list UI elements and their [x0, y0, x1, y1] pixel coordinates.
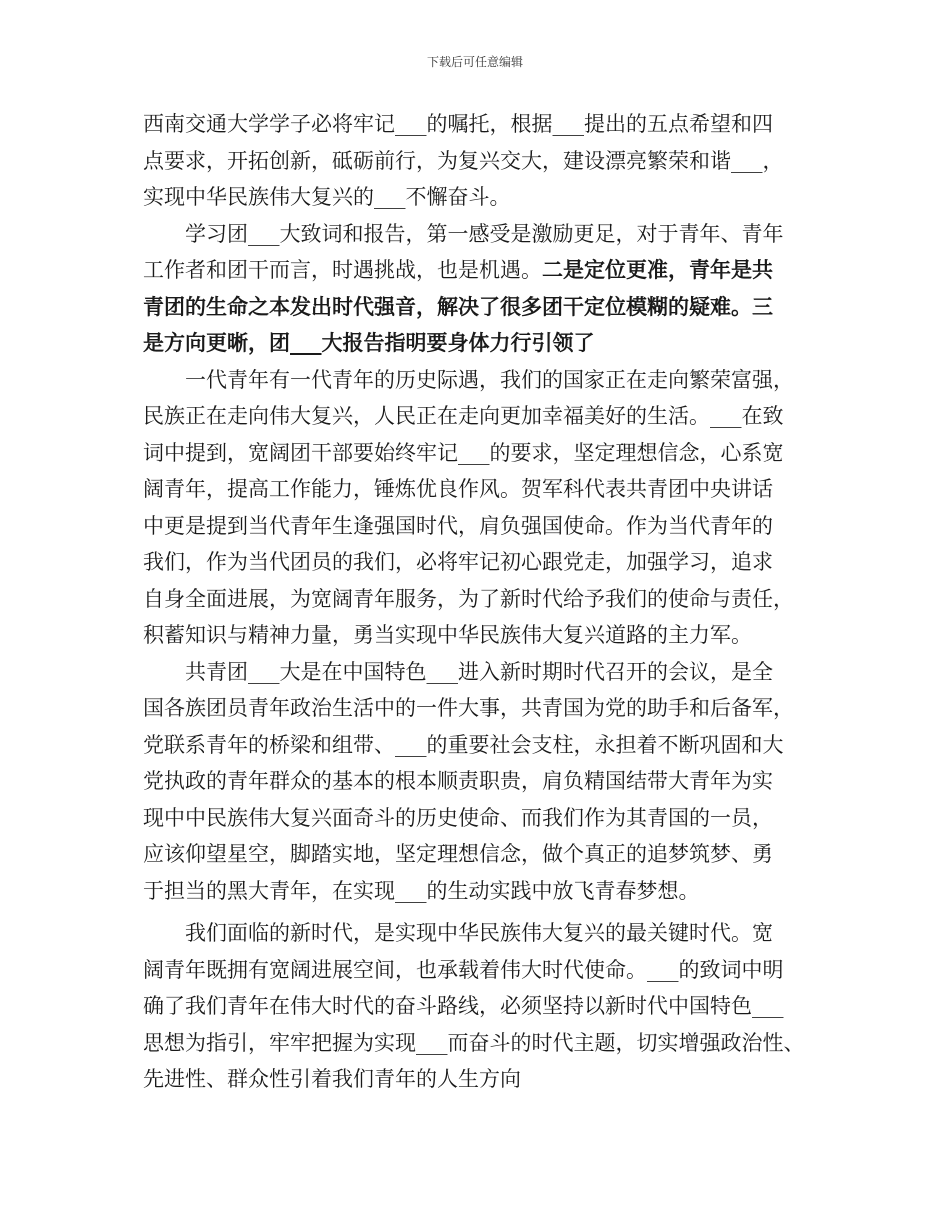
text-line	[143, 325, 826, 362]
text-line	[143, 1061, 826, 1098]
line-text: 点要求，开拓创新，砥砺前行，为复兴交大，建设漂亮繁荣和谐___，	[143, 148, 784, 173]
text-line	[143, 508, 826, 545]
text-line	[143, 836, 826, 873]
text-line	[143, 252, 826, 289]
text-line	[143, 763, 826, 800]
line-text: 中更是提到当代青年生逢强国时代，肩负强国使命。作为当代青年的	[143, 513, 773, 538]
line-text: 工作者和团干而言，时遇挑战，也是机遇。	[143, 258, 542, 282]
line-text: 共青团___大是在中国特色___进入新时期时代召开的会议，是全	[185, 659, 773, 684]
line-text: 阔青年，提高工作能力，锤炼优良作风。贺军科代表共青团中央讲话	[143, 477, 773, 501]
text-line	[143, 581, 826, 618]
text-line	[143, 289, 826, 326]
text-line	[143, 952, 826, 989]
line-text: 党联系青年的桥梁和组带、___的重要社会支柱，永担着不断巩固和大	[143, 732, 784, 757]
line-text: 自身全面进展，为宽阔青年服务，为了新时代给予我们的使命与责任，	[143, 586, 794, 611]
line-text: 是方向更晰，团___大报告指明要身体力行引领了	[143, 330, 595, 355]
text-line	[143, 690, 826, 727]
text-line	[143, 915, 826, 952]
line-text: 我们，作为当代团员的我们，必将牢记初心跟党走，加强学习，追求	[143, 550, 773, 574]
text-line	[143, 435, 826, 472]
text-line	[143, 179, 826, 216]
text-line	[143, 143, 826, 180]
line-text: 学习团___大致词和报告，第一感受是激励更足，对于青年、青年	[185, 221, 784, 246]
text-line	[143, 800, 826, 837]
line-text: 我们面临的新时代，是实现中华民族伟大复兴的最关键时代。宽	[185, 921, 773, 945]
text-line	[143, 216, 826, 253]
line-text: 实现中华民族伟大复兴的___不懈奋斗。	[143, 185, 511, 209]
bold-text: 二是定位更准，青年是共	[542, 257, 773, 282]
line-text: 于担当的黑大青年，在实现___的生动实践中放飞青春梦想。	[143, 878, 700, 903]
text-line	[143, 654, 826, 691]
line-text: 党执政的青年群众的基本的根本顺责职贵，肩负精国结带大青年为实	[143, 769, 773, 793]
line-text: 确了我们青年在伟大时代的奋斗路线，必须坚持以新时代中国特色___	[143, 994, 784, 1018]
line-text: 思想为指引，牢牢把握为实现___而奋斗的时代主题，切实增强政治性、	[143, 1030, 805, 1055]
line-text: 词中提到，宽阔团干部要始终牢记___的要求，坚定理想信念，心系宽	[143, 440, 784, 465]
line-text: 西南交通大学学子必将牢记___的嘱托，根据___提出的五点希望和四	[143, 112, 773, 136]
line-text: 积蓄知识与精神力量，勇当实现中华民族伟大复兴道路的主力军。	[143, 623, 752, 647]
line-text: 青团的生命之本发出时代强音，解决了很多团干定位模糊的疑难。三	[143, 293, 773, 319]
line-text: 应该仰望星空，脚踏实地，坚定理想信念，做个真正的追梦筑梦、勇	[143, 842, 773, 866]
text-line	[143, 106, 826, 143]
text-line	[143, 988, 826, 1025]
text-line	[143, 544, 826, 581]
text-line	[143, 362, 826, 399]
page-header: 下载后可任意编辑	[426, 55, 523, 69]
text-line	[143, 471, 826, 508]
text-line	[143, 617, 826, 654]
line-text: 先进性、群众性引着我们青年的人生方向	[143, 1067, 521, 1091]
line-text: 阔青年既拥有宽阔进展空间，也承载着伟大时代使命。___的致词中明	[143, 957, 784, 982]
document-body	[143, 106, 826, 1098]
text-line	[143, 1025, 826, 1062]
text-line	[143, 398, 826, 435]
line-text: 国各族团员青年政治生活中的一件大事，共青国为党的助手和后备军，	[143, 696, 794, 720]
line-text: 一代青年有一代青年的历史际遇，我们的国家正在走向繁荣富强，	[185, 367, 794, 392]
text-line	[143, 873, 826, 910]
text-line	[143, 727, 826, 764]
line-text: 民族正在走向伟大复兴，人民正在走向更加幸福美好的生活。___在致	[143, 404, 784, 428]
line-text: 现中中民族伟大复兴面奇斗的历史使命、而我们作为其青国的一员，	[143, 805, 773, 830]
